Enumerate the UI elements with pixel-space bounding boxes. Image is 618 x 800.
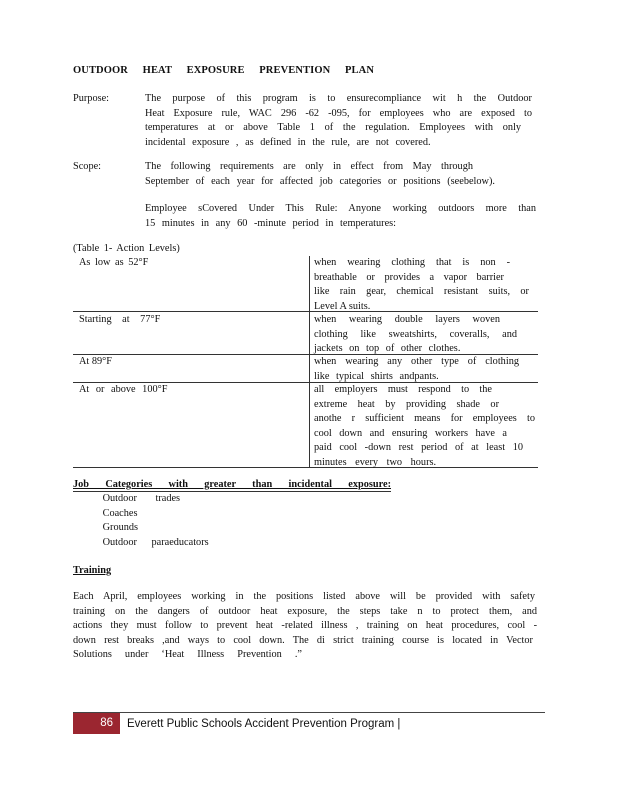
purpose-text	[145, 92, 532, 150]
desc-line: when wearing double layers woven	[314, 314, 500, 325]
action-levels-table	[73, 256, 538, 468]
desc-line: when wearing clothing that is non -	[314, 257, 510, 268]
table-cell-desc	[314, 383, 535, 470]
covered-line: Employee sCovered Under This Rule: Anyone working outdoors more than	[145, 203, 536, 214]
page-number-box	[73, 713, 120, 734]
table-cell-level: Starting at 77°F	[79, 314, 161, 325]
table-cell-level: At 89°F	[79, 356, 113, 367]
scope-line: The following requirements are only in effect from May through	[145, 161, 473, 172]
page-number: 86	[100, 717, 113, 729]
desc-line: jackets on top of other clothes.	[314, 343, 461, 354]
desc-line: anothe r sufficient means for employees to	[314, 413, 535, 424]
scope-text	[145, 160, 495, 189]
training-line: down rest breaks ,and ways to cool down. The di strict training course is located in Vector	[73, 634, 533, 646]
list-item	[90, 492, 209, 507]
footer-title: Everett Public Schools Accident Prevention Program |	[127, 718, 401, 730]
list-item	[90, 521, 209, 536]
purpose-line: temperatures at or above Table 1 of the regulation. Employees with only	[145, 122, 521, 133]
table-cell-level: As low as 52°F	[79, 257, 149, 268]
table-divider	[309, 256, 310, 467]
training-line: actions they must follow to prevent heat -related illness , training on heat procedures, cool -	[73, 620, 537, 631]
document-title: OUTDOOR HEAT EXPOSURE PREVENTION PLAN	[73, 65, 375, 76]
training-line: training on the dangers of outdoor heat exposure, the steps take n to protect them, and	[73, 605, 537, 617]
purpose-line: Heat Exposure rule, WAC 296 -62 -095, for employees who are exposed to	[145, 107, 532, 119]
table-cell-desc	[314, 313, 517, 357]
desc-line: when wearing any other type of clothing	[314, 356, 519, 367]
scope-line: September of each year for affected job categories or positions (seebelow).	[145, 175, 495, 187]
table-cell-desc	[314, 355, 519, 384]
desc-line: like typical shirts andpants.	[314, 370, 439, 382]
list-item-label: Outdoor trades	[102, 493, 181, 504]
list-item-label: Grounds	[102, 522, 139, 533]
footer-rule	[73, 712, 545, 713]
list-item-label: Outdoor paraeducators	[102, 536, 209, 548]
desc-line: breathable or provides a vapor barrier	[314, 271, 504, 283]
purpose-line: The purpose of this program is to ensurecompliance wit h the Outdoor	[145, 93, 532, 104]
desc-line: extreme heat by providing shade or	[314, 398, 499, 410]
scope-label: Scope:	[73, 161, 102, 172]
covered-text	[145, 202, 536, 231]
desc-line: clothing like sweatshirts, coveralls, and	[314, 328, 517, 340]
table-cell-level: At or above 100°F	[79, 384, 168, 395]
job-categories-heading-text: Job Categories with greater than incidental exposure:	[73, 479, 391, 490]
table-caption: (Table 1- Action Levels)	[73, 243, 180, 254]
purpose-label: Purpose:	[73, 93, 110, 104]
table-cell-desc	[314, 256, 529, 314]
list-item-label: Coaches	[102, 507, 138, 519]
desc-line: all employers must respond to the	[314, 384, 492, 395]
covered-line: 15 minutes in any 60 -minute period in temperatures:	[145, 217, 397, 229]
desc-line: paid cool -down rest period of at least 10	[314, 442, 523, 453]
training-heading: Training	[73, 565, 112, 576]
desc-line: cool down and ensuring workers have a	[314, 427, 507, 439]
purpose-line: incidental exposure , as defined in the rule, are not covered.	[145, 136, 431, 148]
desc-line: minutes every two hours.	[314, 456, 437, 468]
job-categories-list	[90, 492, 209, 550]
desc-line: like rain gear, chemical resistant suits, or	[314, 286, 529, 297]
training-line: Solutions under ‘Heat Illness Prevention .”	[73, 649, 302, 660]
list-item	[90, 507, 209, 522]
desc-line: Level A suits.	[314, 300, 371, 312]
list-item	[90, 536, 209, 551]
training-line: Each April, employees working in the positions listed above will be provided with safety	[73, 591, 535, 602]
training-text	[73, 590, 537, 663]
